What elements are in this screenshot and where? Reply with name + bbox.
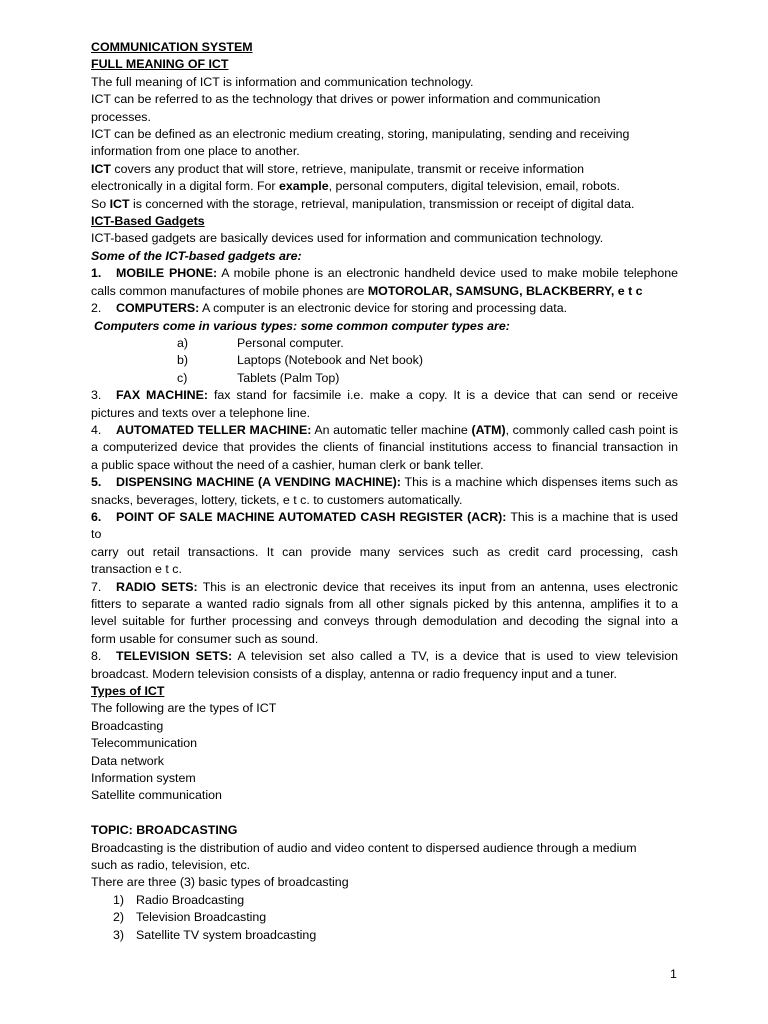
list-intro: Some of the ICT-based gadgets are:: [91, 248, 302, 263]
sub-list-letter: a): [177, 335, 189, 350]
list-number: 2): [113, 910, 125, 925]
sub-list-letter: b): [177, 353, 189, 368]
paragraph-line: [91, 178, 678, 195]
sub-list-item: [91, 352, 678, 369]
text-run: calls common manufactures of mobile phones are: [91, 283, 368, 298]
list-item-atm: [91, 422, 678, 439]
bold-term: ICT: [109, 196, 130, 211]
sub-list-intro: Computers come in various types: some common computer types are:: [94, 318, 510, 333]
sub-list-item: [91, 335, 678, 352]
paragraph-line: There are three (3) basic types of broadcasting: [91, 875, 349, 890]
list-number: 2.: [91, 301, 102, 316]
list-item-fax-machine: [91, 387, 678, 404]
sub-list-item: [91, 370, 678, 387]
text-run: This is a machine which dispenses items such as: [400, 475, 678, 490]
bold-term: (ATM): [471, 422, 506, 437]
paragraph-line: [91, 283, 678, 300]
text-run: fax stand for facsimile i.e. make a copy. It is a device that can send or receive: [208, 388, 678, 403]
item-title: DISPENSING MACHINE (A VENDING MACHINE):: [116, 475, 401, 490]
section-heading-types: Types of ICT: [91, 684, 165, 699]
topic-heading-broadcasting: TOPIC: BROADCASTING: [91, 823, 238, 838]
text-run: This is a machine that is used to: [91, 509, 678, 542]
paragraph-line: information from one place to another.: [91, 144, 300, 159]
text-run: covers any product that will store, retrieve, manipulate, transmit or receive information: [110, 161, 585, 176]
item-title: MOBILE PHONE:: [116, 266, 218, 281]
section-heading-full-meaning: FULL MEANING OF ICT: [91, 57, 229, 72]
text-run: So: [91, 196, 110, 211]
list-item: Satellite communication: [91, 788, 222, 803]
paragraph-line: ICT-based gadgets are basically devices used for information and communication technology.: [91, 231, 604, 246]
list-item-point-of-sale: [91, 509, 678, 544]
paragraph-line: pictures and texts over a telephone line.: [91, 405, 311, 420]
list-text: Radio Broadcasting: [136, 892, 245, 907]
list-item: Telecommunication: [91, 736, 198, 751]
sub-list-text: Tablets (Palm Top): [237, 370, 340, 385]
paragraph-line: carry out retail transactions. It can provide many services such as credit card processing, cash: [91, 544, 678, 559]
paragraph-line: Broadcasting is the distribution of audio and video content to dispersed audience through a medium: [91, 840, 637, 855]
paragraph-line: broadcast. Modern television consists of a display, antenna or radio frequency input and a tuner.: [91, 666, 618, 681]
list-item: Broadcasting: [91, 718, 164, 733]
sub-list-text: Personal computer.: [237, 335, 344, 350]
item-title: TELEVISION SETS:: [116, 649, 233, 664]
sub-list-letter: c): [177, 370, 188, 385]
bold-term: ICT: [91, 161, 111, 176]
list-number: 3.: [91, 388, 102, 403]
paragraph-line: a public space without the need of a cashier, human clerk or bank teller.: [91, 457, 484, 472]
paragraph-line: fitters to separate a wanted radio signals from all other signals picked by this antenna, amplifies it to a: [91, 597, 678, 611]
list-number: 1): [113, 892, 125, 907]
paragraph-line: a computerized device that provides the clients of financial institutions access to financial transaction in: [91, 440, 678, 455]
bold-term: example: [279, 179, 329, 194]
item-title: RADIO SETS:: [116, 579, 198, 594]
list-item-television-sets: [91, 648, 678, 665]
text-run: , commonly called cash point is: [505, 422, 679, 437]
bold-term: MOTOROLAR, SAMSUNG, BLACKBERRY, e t c: [367, 283, 643, 298]
text-run: , personal computers, digital television, email, robots.: [328, 179, 620, 194]
sub-list-text: Laptops (Notebook and Net book): [237, 353, 423, 368]
list-item: Information system: [91, 771, 196, 786]
text-run: An automatic teller machine: [311, 422, 472, 437]
list-item-radio-sets: [91, 579, 678, 596]
numbered-list-item: [91, 927, 678, 944]
paragraph-line: processes.: [91, 109, 151, 124]
paragraph-line: ICT can be defined as an electronic medium creating, storing, manipulating, sending and receiving: [91, 127, 630, 142]
text-run: A mobile phone is an electronic handheld device used to make mobile telephone: [217, 266, 678, 281]
paragraph-line: The full meaning of ICT is information and communication technology.: [91, 74, 474, 89]
document-heading: COMMUNICATION SYSTEM: [91, 40, 253, 54]
paragraph-line: transaction e t c.: [91, 562, 182, 577]
paragraph-line: form usable for consumer such as sound.: [91, 631, 319, 646]
item-title: POINT OF SALE MACHINE AUTOMATED CASH REGISTER (ACR):: [116, 509, 507, 524]
list-item-mobile-phone: [91, 265, 678, 282]
text-run: This is an electronic device that receives its input from an antenna, uses electronic: [197, 579, 678, 594]
numbered-list-item: [91, 892, 678, 909]
section-heading-gadgets: ICT-Based Gadgets: [91, 214, 205, 229]
paragraph-line: [91, 161, 678, 178]
paragraph-line: snacks, beverages, lottery, tickets, e t c. to customers automatically.: [91, 492, 463, 507]
paragraph-line: level suitable for further processing and conveys through demodulation and decoding the signal into a: [91, 614, 678, 629]
item-title: COMPUTERS:: [116, 301, 200, 316]
text-run: A computer is an electronic device for storing and processing data.: [199, 301, 568, 316]
list-item-computers: [91, 300, 678, 317]
text-run: electronically in a digital form. For: [91, 179, 279, 194]
list-number: 1.: [91, 266, 102, 281]
list-number: 6.: [91, 509, 102, 524]
list-item: Data network: [91, 753, 165, 768]
list-text: Satellite TV system broadcasting: [136, 927, 317, 942]
numbered-list-item: [91, 909, 678, 926]
list-text: Television Broadcasting: [136, 910, 267, 925]
document-page: [91, 39, 678, 944]
item-title: FAX MACHINE:: [116, 388, 208, 403]
list-number: 5.: [91, 475, 102, 490]
list-number: 4.: [91, 422, 102, 437]
text-run: is concerned with the storage, retrieval, manipulation, transmission or receipt of digital data.: [129, 196, 635, 211]
paragraph-line: [91, 196, 678, 213]
page-number: 1: [670, 967, 677, 981]
paragraph-line: such as radio, television, etc.: [91, 858, 251, 873]
item-title: AUTOMATED TELLER MACHINE:: [116, 422, 312, 437]
text-run: A television set also called a TV, is a device that is used to view television: [232, 649, 678, 664]
spacer: [91, 805, 678, 822]
paragraph-line: ICT can be referred to as the technology that drives or power information and communication: [91, 92, 601, 107]
list-number: 8.: [91, 649, 102, 664]
list-number: 3): [113, 927, 125, 942]
list-number: 7.: [91, 579, 102, 594]
list-item-dispensing-machine: [91, 474, 678, 491]
paragraph-line: The following are the types of ICT: [91, 701, 277, 716]
